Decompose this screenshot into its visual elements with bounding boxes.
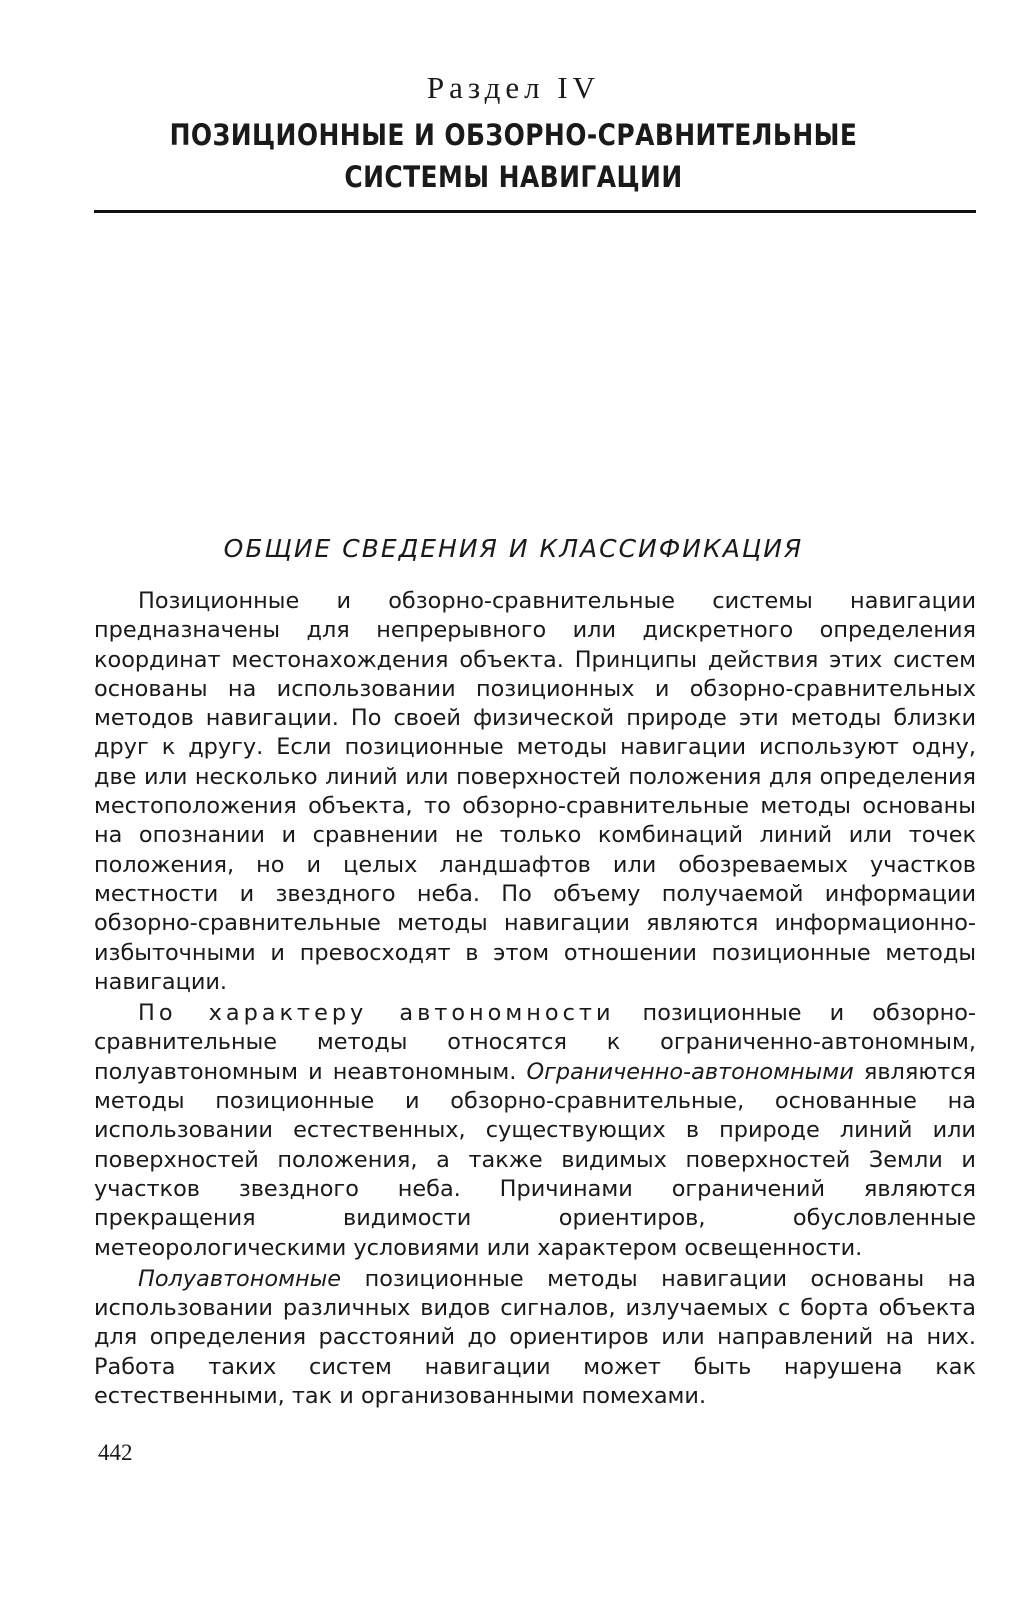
paragraph-3	[94, 1265, 976, 1411]
title-divider-rule	[94, 210, 976, 213]
italic-term-semi-autonomous: Полуавтономные	[138, 1265, 342, 1292]
subsection-title: ОБЩИЕ СВЕДЕНИЯ И КЛАССИФИКАЦИЯ	[223, 534, 804, 563]
italic-term-limited-autonomous: Ограниченно-автономными	[526, 1058, 854, 1085]
spaced-emphasis-text: По характеру автономности	[138, 1000, 615, 1027]
section-label: Раздел IV	[426, 70, 601, 105]
body-text	[94, 587, 976, 1413]
paragraph-1: Позиционные и обзорно-сравнительные системы навигации предназначены для непрерывного или дискретного определения координат местонахождения объекта. Принципы действия этих систем основаны на использовании позиционных и обзорно-сравнительных методов навигации. По своей физической природе эти методы близки друг к другу. Если позиционные методы навигации используют одну, две или несколько линий или поверхностей положения для определения местоположения объекта, то обзорно-сравнительные методы основаны на опознании и сравнении не только комбинаций линий или точек положения, но и целых ландшафтов или обозреваемых участков местности и звездного неба. По объему получаемой информации обзорно-сравнительные методы навигации являются информационно-избыточными и превосходят в этом отношении позиционные методы навигации.	[94, 588, 976, 995]
paragraph-3-text: позиционные методы навигации основаны на использовании различных видов сигналов, излучаемых с борта объекта для определения расстояний до ориентиров или направлений на них. Работа таких систем навигации может быть нарушена как естественными, так и организованными помехами.	[94, 1265, 976, 1410]
section-title-line-1: ПОЗИЦИОННЫЕ И ОБЗОРНО-СРАВНИТЕЛЬНЫЕ	[169, 118, 858, 152]
section-title-line-2: СИСТЕМЫ НАВИГАЦИИ	[344, 160, 683, 194]
paragraph-2	[94, 999, 976, 1263]
page-number: 442	[98, 1440, 133, 1465]
paragraph-2-text-a: позиционные и обзорно-сравнительные методы относятся к ограниченно-автономным, полуавтономным и неавтономным.	[94, 1000, 976, 1085]
paragraph-2-text-b: являются методы позиционные и обзорно-сравнительные, основанные на использовании естественных, существующих в природе линий или поверхностей положения, а также видимых поверхностей Земли и участков звездного неба. Причинами ограничений являются прекращения видимости ориентиров, обусловленные метеорологическими условиями или характером освещенности.	[94, 1058, 976, 1261]
